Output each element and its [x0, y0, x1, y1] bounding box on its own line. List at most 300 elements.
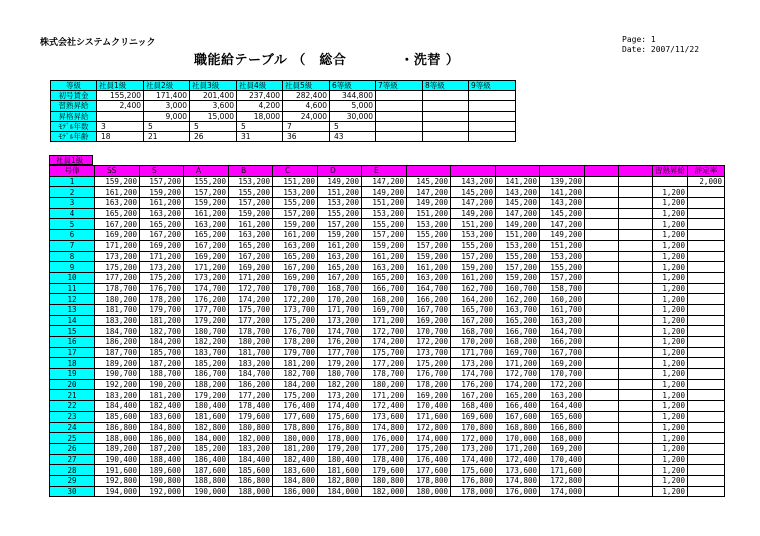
salary-cell: 190,400 — [95, 454, 140, 465]
rate-cell — [688, 272, 725, 283]
blank-cell — [585, 251, 619, 262]
table-row — [50, 294, 725, 305]
blank-cell — [619, 465, 653, 476]
table-row — [50, 401, 725, 412]
salary-cell: 180,800 — [229, 422, 273, 433]
increment-cell: 1,200 — [653, 369, 688, 380]
grade-header: 社員2級 — [144, 81, 190, 91]
salary-cell: 182,800 — [318, 475, 362, 486]
salary-cell: 180,200 — [229, 337, 273, 348]
rate-cell — [688, 369, 725, 380]
rate-cell — [688, 315, 725, 326]
salary-cell: 177,200 — [362, 443, 407, 454]
salary-cell: 165,200 — [496, 390, 540, 401]
salary-cell: 159,200 — [184, 198, 229, 209]
table-row — [50, 337, 725, 348]
salary-cell: 177,200 — [229, 390, 273, 401]
increment-cell: 1,200 — [653, 326, 688, 337]
salary-cell: 169,200 — [273, 272, 318, 283]
salary-cell: 179,600 — [362, 465, 407, 476]
salary-cell: 163,200 — [140, 208, 184, 219]
salary-cell: 172,800 — [540, 475, 585, 486]
salary-cell: 184,000 — [318, 486, 362, 497]
grade-header: 7等級 — [376, 81, 423, 91]
salary-cell: 149,200 — [362, 187, 407, 198]
salary-cell: 172,400 — [362, 401, 407, 412]
salary-cell: 168,800 — [496, 422, 540, 433]
increment-cell: 1,200 — [653, 486, 688, 497]
grade-cell: 30,000 — [330, 111, 376, 121]
blank-cell — [619, 176, 653, 187]
table-row — [50, 230, 725, 241]
salary-cell: 183,600 — [273, 465, 318, 476]
salary-cell: 164,700 — [407, 283, 451, 294]
increment-cell: 1,200 — [653, 230, 688, 241]
table-row — [50, 304, 725, 315]
increment-cell: 1,200 — [653, 379, 688, 390]
section-label: 社員1級 — [49, 155, 93, 165]
salary-cell: 190,700 — [95, 369, 140, 380]
blank-cell — [619, 347, 653, 358]
salary-cell: 164,200 — [451, 294, 496, 305]
grade-step-number: 11 — [50, 283, 95, 294]
salary-cell: 184,800 — [140, 422, 184, 433]
salary-cell: 161,200 — [229, 219, 273, 230]
rate-cell — [688, 240, 725, 251]
salary-cell: 174,700 — [318, 326, 362, 337]
table-row — [50, 358, 725, 369]
rate-cell — [688, 283, 725, 294]
salary-cell: 167,200 — [95, 219, 140, 230]
increment-cell: 1,200 — [653, 358, 688, 369]
salary-cell: 147,200 — [451, 198, 496, 209]
salary-cell: 149,200 — [540, 230, 585, 241]
grade-step-number: 19 — [50, 369, 95, 380]
salary-cell: 174,200 — [496, 379, 540, 390]
grade-cell: 237,400 — [237, 91, 283, 101]
salary-cell: 145,200 — [496, 198, 540, 209]
salary-cell: 164,700 — [540, 326, 585, 337]
increment-cell: 1,200 — [653, 283, 688, 294]
page-info — [622, 35, 699, 55]
grade-step-number: 23 — [50, 411, 95, 422]
salary-cell: 189,600 — [140, 465, 184, 476]
grade-step-number: 30 — [50, 486, 95, 497]
salary-cell: 186,800 — [229, 475, 273, 486]
salary-cell: 163,200 — [362, 262, 407, 273]
table-header-row — [50, 166, 725, 177]
rate-cell — [688, 422, 725, 433]
salary-cell: 171,200 — [184, 262, 229, 273]
increment-cell — [653, 176, 688, 187]
grade-row — [51, 101, 516, 111]
salary-cell: 168,400 — [451, 401, 496, 412]
salary-cell: 163,200 — [407, 272, 451, 283]
grade-cell — [469, 111, 516, 121]
salary-cell: 163,200 — [273, 240, 318, 251]
salary-cell: 185,700 — [140, 347, 184, 358]
salary-cell: 167,700 — [407, 304, 451, 315]
blank-cell — [619, 411, 653, 422]
column-header: A — [184, 166, 229, 177]
salary-cell: 159,200 — [229, 208, 273, 219]
salary-cell: 176,200 — [184, 294, 229, 305]
salary-cell: 165,600 — [540, 411, 585, 422]
salary-cell: 170,200 — [451, 337, 496, 348]
salary-cell: 184,700 — [95, 326, 140, 337]
grade-cell: 5 — [144, 121, 190, 131]
salary-cell: 161,200 — [407, 262, 451, 273]
salary-cell: 188,700 — [140, 369, 184, 380]
grade-cell: 2,400 — [97, 101, 144, 111]
grade-cell: 18,000 — [237, 111, 283, 121]
increment-cell: 1,200 — [653, 304, 688, 315]
rate-cell — [688, 454, 725, 465]
blank-cell — [619, 304, 653, 315]
salary-cell: 151,200 — [273, 176, 318, 187]
column-header — [619, 166, 653, 177]
column-header: D — [318, 166, 362, 177]
salary-cell: 171,200 — [140, 251, 184, 262]
salary-cell: 189,200 — [95, 358, 140, 369]
blank-cell — [585, 401, 619, 412]
salary-cell: 157,200 — [273, 208, 318, 219]
salary-cell: 175,200 — [273, 390, 318, 401]
salary-cell: 159,200 — [496, 272, 540, 283]
salary-cell: 178,000 — [451, 486, 496, 497]
salary-cell: 186,700 — [184, 369, 229, 380]
grade-row-label: 習熟昇給 — [51, 101, 97, 111]
rate-cell — [688, 294, 725, 305]
salary-cell: 171,200 — [496, 358, 540, 369]
grade-cell: 3 — [97, 121, 144, 131]
salary-cell: 172,700 — [362, 326, 407, 337]
salary-cell: 178,200 — [407, 379, 451, 390]
table-row — [50, 187, 725, 198]
salary-cell: 174,200 — [362, 337, 407, 348]
salary-cell: 173,200 — [318, 390, 362, 401]
salary-cell: 158,700 — [540, 283, 585, 294]
blank-cell — [585, 379, 619, 390]
blank-cell — [585, 347, 619, 358]
rate-cell — [688, 187, 725, 198]
increment-cell: 1,200 — [653, 272, 688, 283]
rate-cell — [688, 465, 725, 476]
salary-cell: 177,200 — [362, 358, 407, 369]
salary-cell: 170,000 — [496, 433, 540, 444]
blank-cell — [585, 422, 619, 433]
salary-cell: 147,200 — [362, 176, 407, 187]
salary-cell: 172,000 — [451, 433, 496, 444]
salary-cell: 159,200 — [362, 240, 407, 251]
salary-cell: 160,700 — [496, 283, 540, 294]
blank-cell — [619, 443, 653, 454]
blank-cell — [619, 390, 653, 401]
blank-cell — [619, 208, 653, 219]
rate-cell: 2,000 — [688, 176, 725, 187]
grade-cell — [376, 101, 423, 111]
salary-cell: 172,200 — [407, 337, 451, 348]
salary-cell: 163,200 — [540, 315, 585, 326]
salary-cell: 184,400 — [95, 401, 140, 412]
rate-cell — [688, 251, 725, 262]
grade-header: 社員5級 — [283, 81, 330, 91]
salary-cell: 176,700 — [140, 283, 184, 294]
salary-cell: 153,200 — [229, 176, 273, 187]
salary-cell: 149,200 — [407, 198, 451, 209]
table-row — [50, 465, 725, 476]
salary-cell: 166,200 — [407, 294, 451, 305]
salary-cell: 192,800 — [95, 475, 140, 486]
salary-cell: 165,700 — [451, 304, 496, 315]
rate-cell — [688, 486, 725, 497]
salary-cell: 163,200 — [540, 390, 585, 401]
table-row — [50, 262, 725, 273]
grade-cell — [423, 121, 469, 131]
grade-step-number: 21 — [50, 390, 95, 401]
increment-cell: 1,200 — [653, 422, 688, 433]
rate-cell — [688, 230, 725, 241]
salary-cell: 174,800 — [496, 475, 540, 486]
salary-cell: 166,800 — [540, 422, 585, 433]
salary-cell: 159,200 — [273, 219, 318, 230]
salary-cell: 143,200 — [496, 187, 540, 198]
column-header: 習熟昇給 — [653, 166, 688, 177]
salary-cell: 175,700 — [362, 347, 407, 358]
salary-cell: 174,200 — [229, 294, 273, 305]
grade-step-number: 1 — [50, 176, 95, 187]
salary-cell: 164,400 — [540, 401, 585, 412]
salary-cell: 188,400 — [140, 454, 184, 465]
salary-cell: 184,700 — [229, 369, 273, 380]
salary-cell: 187,200 — [140, 358, 184, 369]
blank-cell — [619, 240, 653, 251]
salary-cell: 161,200 — [95, 187, 140, 198]
column-header: SS — [95, 166, 140, 177]
salary-cell: 149,200 — [496, 219, 540, 230]
salary-cell: 157,200 — [184, 187, 229, 198]
salary-cell: 183,200 — [95, 315, 140, 326]
salary-cell: 167,700 — [540, 347, 585, 358]
blank-cell — [585, 294, 619, 305]
salary-cell: 177,200 — [95, 272, 140, 283]
salary-cell: 176,700 — [407, 369, 451, 380]
grade-cell — [423, 91, 469, 101]
salary-cell: 181,200 — [140, 315, 184, 326]
salary-cell: 176,000 — [362, 433, 407, 444]
grade-step-number: 2 — [50, 187, 95, 198]
salary-cell: 182,400 — [140, 401, 184, 412]
blank-cell — [585, 326, 619, 337]
salary-cell: 178,200 — [140, 294, 184, 305]
salary-cell: 171,600 — [407, 411, 451, 422]
salary-cell: 155,200 — [362, 219, 407, 230]
blank-cell — [585, 486, 619, 497]
salary-cell: 168,000 — [540, 433, 585, 444]
grade-cell — [469, 101, 516, 111]
salary-cell: 145,200 — [540, 208, 585, 219]
salary-cell: 181,700 — [95, 304, 140, 315]
salary-cell: 186,000 — [140, 433, 184, 444]
table-row — [50, 411, 725, 422]
salary-cell: 181,600 — [318, 465, 362, 476]
salary-cell: 179,700 — [140, 304, 184, 315]
salary-cell: 178,000 — [318, 433, 362, 444]
blank-cell — [619, 433, 653, 444]
salary-cell: 173,200 — [184, 272, 229, 283]
salary-cell: 166,700 — [362, 283, 407, 294]
salary-cell: 153,200 — [273, 187, 318, 198]
salary-cell: 166,200 — [540, 337, 585, 348]
salary-cell: 190,800 — [140, 475, 184, 486]
salary-cell: 167,200 — [451, 315, 496, 326]
blank-cell — [619, 294, 653, 305]
salary-cell: 163,200 — [184, 219, 229, 230]
salary-cell: 179,200 — [318, 443, 362, 454]
salary-cell: 157,200 — [407, 240, 451, 251]
salary-cell: 170,800 — [451, 422, 496, 433]
grade-step-number: 25 — [50, 433, 95, 444]
salary-cell: 157,200 — [229, 198, 273, 209]
salary-cell: 153,200 — [540, 251, 585, 262]
salary-cell: 157,200 — [140, 176, 184, 187]
table-row — [50, 422, 725, 433]
grade-cell: 201,400 — [190, 91, 237, 101]
grade-cell: 4,200 — [237, 101, 283, 111]
salary-cell: 185,600 — [229, 465, 273, 476]
salary-cell: 178,200 — [273, 337, 318, 348]
blank-cell — [585, 337, 619, 348]
salary-cell: 162,700 — [451, 283, 496, 294]
salary-cell: 184,200 — [273, 379, 318, 390]
salary-cell: 167,200 — [184, 240, 229, 251]
salary-cell: 171,200 — [229, 272, 273, 283]
salary-cell: 162,200 — [496, 294, 540, 305]
blank-cell — [619, 369, 653, 380]
salary-cell: 155,200 — [451, 240, 496, 251]
table-row — [50, 379, 725, 390]
grade-step-number: 6 — [50, 230, 95, 241]
grade-cell: 155,200 — [97, 91, 144, 101]
grade-step-number: 27 — [50, 454, 95, 465]
grade-cell — [97, 111, 144, 121]
rate-cell — [688, 390, 725, 401]
salary-cell: 187,200 — [140, 443, 184, 454]
salary-cell: 155,200 — [273, 198, 318, 209]
blank-cell — [619, 422, 653, 433]
salary-cell: 173,200 — [451, 443, 496, 454]
rate-cell — [688, 433, 725, 444]
salary-cell: 177,600 — [407, 465, 451, 476]
salary-cell: 165,200 — [318, 262, 362, 273]
blank-cell — [619, 272, 653, 283]
salary-cell: 141,200 — [540, 187, 585, 198]
salary-cell: 163,200 — [95, 198, 140, 209]
salary-cell: 188,200 — [184, 379, 229, 390]
rate-cell — [688, 208, 725, 219]
grade-header: 社員3級 — [190, 81, 237, 91]
blank-cell — [585, 208, 619, 219]
salary-cell: 185,200 — [184, 443, 229, 454]
grade-header: 9等級 — [469, 81, 516, 91]
salary-cell: 173,200 — [318, 315, 362, 326]
salary-cell: 172,800 — [407, 422, 451, 433]
salary-cell: 170,400 — [407, 401, 451, 412]
blank-cell — [585, 411, 619, 422]
blank-cell — [619, 454, 653, 465]
salary-cell: 151,200 — [407, 208, 451, 219]
grade-row-label: 初号賃金 — [51, 91, 97, 101]
salary-cell: 176,400 — [407, 454, 451, 465]
table-row — [50, 240, 725, 251]
blank-cell — [585, 433, 619, 444]
salary-cell: 155,200 — [496, 251, 540, 262]
blank-cell — [619, 187, 653, 198]
salary-cell: 186,000 — [273, 486, 318, 497]
salary-cell: 161,200 — [451, 272, 496, 283]
grade-cell: 344,800 — [330, 91, 376, 101]
grade-row-label: ﾓﾃﾞﾙ年齢 — [51, 131, 97, 141]
salary-cell: 175,200 — [95, 262, 140, 273]
salary-cell: 183,600 — [140, 411, 184, 422]
salary-cell: 173,200 — [451, 358, 496, 369]
grade-row — [51, 121, 516, 131]
table-row — [50, 454, 725, 465]
grade-step-number: 9 — [50, 262, 95, 273]
salary-cell: 165,200 — [184, 230, 229, 241]
salary-cell: 176,000 — [496, 486, 540, 497]
salary-cell: 189,200 — [95, 443, 140, 454]
increment-cell: 1,200 — [653, 294, 688, 305]
increment-cell: 1,200 — [653, 390, 688, 401]
increment-cell: 1,200 — [653, 401, 688, 412]
salary-cell: 191,600 — [95, 465, 140, 476]
blank-cell — [585, 283, 619, 294]
salary-cell: 174,400 — [451, 454, 496, 465]
salary-cell: 139,200 — [540, 176, 585, 187]
salary-cell: 176,800 — [318, 422, 362, 433]
salary-cell: 157,200 — [496, 262, 540, 273]
grade-cell: 36 — [283, 131, 330, 141]
grade-step-number: 12 — [50, 294, 95, 305]
grade-step-number: 22 — [50, 401, 95, 412]
salary-cell: 187,700 — [95, 347, 140, 358]
salary-cell: 180,000 — [273, 433, 318, 444]
salary-cell: 171,200 — [362, 315, 407, 326]
grade-cell: 18 — [97, 131, 144, 141]
blank-cell — [619, 283, 653, 294]
salary-cell: 175,200 — [407, 443, 451, 454]
grade-cell: 5 — [237, 121, 283, 131]
print-date: Date: 2007/11/22 — [622, 45, 700, 54]
salary-cell: 184,800 — [273, 475, 318, 486]
table-row — [50, 443, 725, 454]
grade-step-number: 3 — [50, 198, 95, 209]
salary-cell: 180,200 — [362, 379, 407, 390]
table-row — [50, 198, 725, 209]
blank-cell — [585, 219, 619, 230]
salary-cell: 174,000 — [407, 433, 451, 444]
salary-cell: 179,200 — [318, 358, 362, 369]
grade-step-number: 24 — [50, 422, 95, 433]
salary-cell: 153,200 — [318, 198, 362, 209]
increment-cell: 1,200 — [653, 454, 688, 465]
increment-cell: 1,200 — [653, 208, 688, 219]
grade-header: 社員4級 — [237, 81, 283, 91]
table-row — [50, 326, 725, 337]
rate-cell — [688, 379, 725, 390]
salary-cell: 145,200 — [451, 187, 496, 198]
